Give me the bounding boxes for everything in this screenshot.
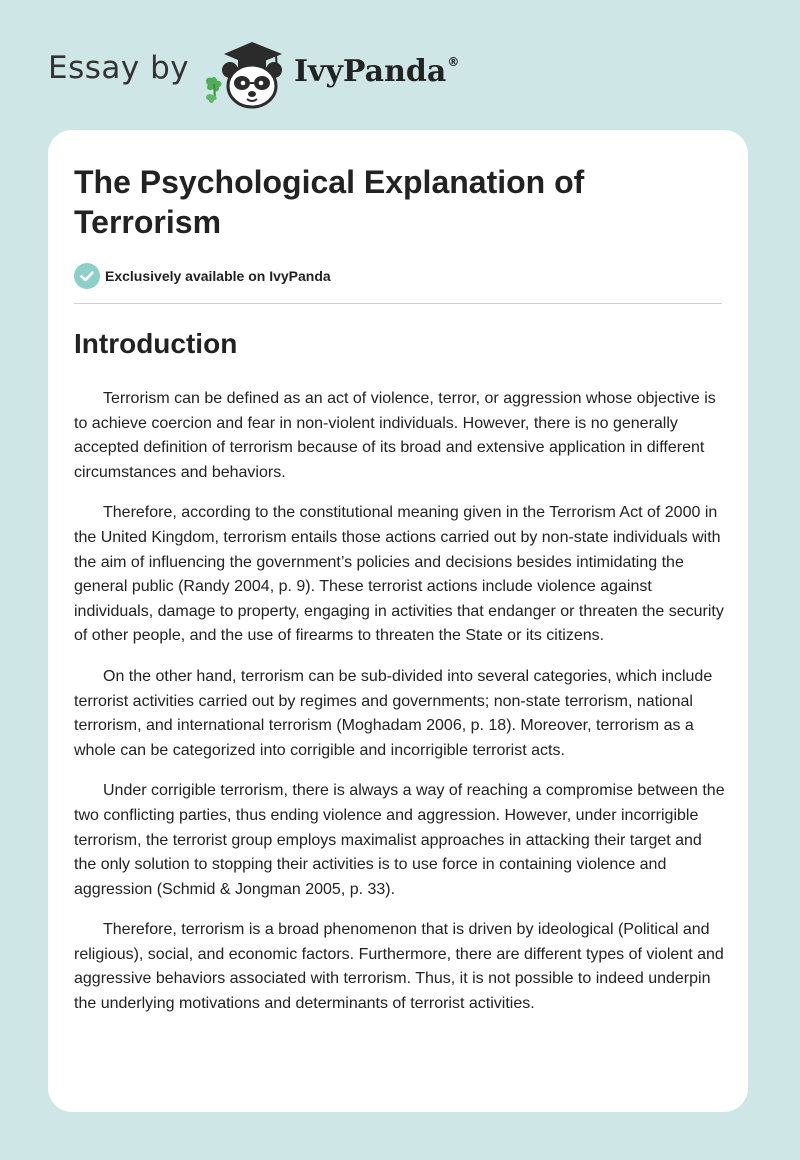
registered-mark: ® — [447, 55, 460, 69]
paragraph: Therefore, terrorism is a broad phenomenon that is driven by ideological (Political and religious), social, and economic factors. Furthermore, there are different types of violent and aggressive behaviors associated with terrorism. Thus, it is not possible to indeed underpin the underlying motivations and determinants of terrorist activities. — [74, 921, 724, 1013]
paragraph: Terrorism can be defined as an act of violence, terror, or aggression whose objective is to achieve coercion and fear in non-violent individuals. However, there is no generally accepted definition of terrorism because of its broad and extensive application in different circumstances and behaviors. — [74, 390, 716, 481]
check-circle-icon — [74, 263, 100, 289]
paragraph: Therefore, according to the constitutional meaning given in the Terrorism Act of 2000 in the United Kingdom, terrorism entails those actions carried out by non-state individuals with the aim of influencing the government’s policies and decisions besides intimidating the general public (Randy 2004, p. 9). These terrorist actions include violence against individuals, damage to property, engaging in activities that endanger or threaten the security of other people, and the use of firearms to threaten the State or its citizens. — [74, 504, 724, 645]
paragraph: Under corrigible terrorism, there is always a way of reaching a compromise between the two conflicting parties, thus ending violence and aggression. However, under incorrigible terrorism, the terrorist group employs maximalist approaches in attacking their target and the only solution to stopping their activities is to use force in containing violence and aggression (Schmid & Jongman 2005, p. 33). — [74, 782, 725, 898]
paragraph: On the other hand, terrorism can be sub-divided into several categories, which include terrorist activities carried out by regimes and governments; non-state terrorism, national terrorism, and international terrorism (Moghadam 2006, p. 18). Moreover, terrorism as a whole can be categorized into corrigible and incorrigible terrorist acts. — [74, 667, 713, 759]
section-heading: Introduction — [74, 328, 238, 359]
essay-card — [48, 130, 748, 1112]
site-header — [0, 0, 800, 130]
ivy-leaf-icon — [206, 77, 222, 103]
exclusive-badge — [74, 263, 331, 289]
divider — [74, 303, 722, 304]
brand-name-text: IvyPanda — [294, 54, 447, 89]
page-title: The Psychological Explanation of Terrorism — [74, 164, 585, 240]
essay-by-label: Essay by — [48, 50, 190, 86]
badge-text: Exclusively available on IvyPanda — [105, 268, 331, 284]
panda-logo-icon[interactable] — [200, 36, 290, 110]
brand-name[interactable] — [294, 54, 459, 89]
essay-body — [74, 387, 726, 1033]
